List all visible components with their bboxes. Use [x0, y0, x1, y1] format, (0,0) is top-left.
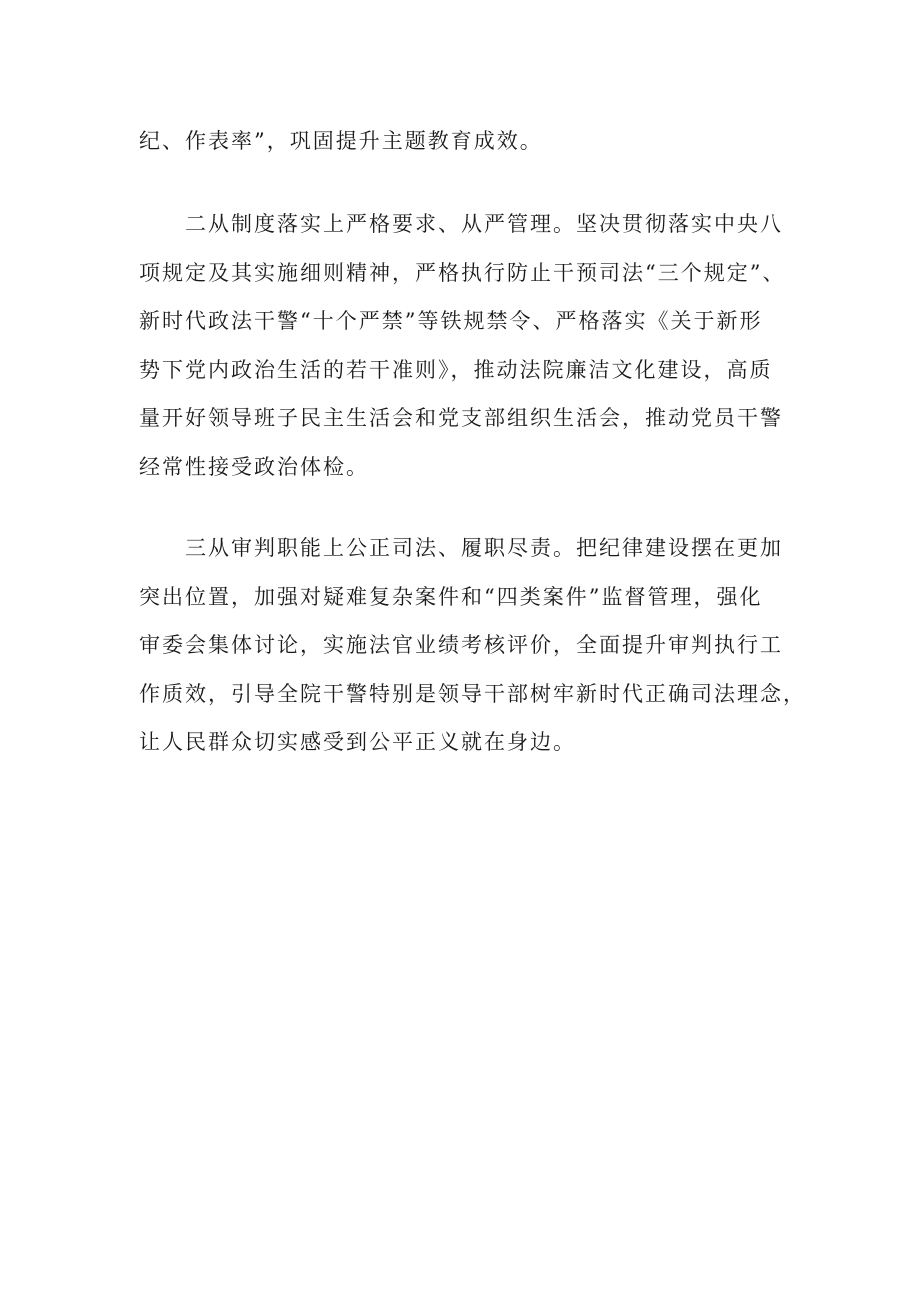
paragraph-institutional-discipline [139, 200, 799, 491]
text-line: 二从制度落实上严格要求、从严管理。坚决贯彻落实中央八 [185, 212, 783, 236]
text-line: 量开好领导班子民主生活会和党支部组织生活会，推动党员干警 [139, 406, 783, 430]
paragraph-judicial-function [139, 524, 806, 767]
paragraph-continuation [139, 117, 799, 166]
text-line: 经常性接受政治体检。 [139, 454, 369, 479]
text-line: 三从审判职能上公正司法、履职尽责。把纪律建设摆在更加 [185, 536, 783, 560]
text-line: 新时代政法干警“十个严禁”等铁规禁令、严格落实《关于新形 [139, 309, 763, 333]
text-line: 作质效，引导全院干警特别是领导干部树牢新时代正确司法理念， [139, 681, 806, 706]
text-line: 势下党内政治生活的若干准则》，推动法院廉洁文化建设，高质 [139, 357, 773, 382]
text-line: 审委会集体讨论，实施法官业绩考核评价，全面提升审判执行工 [139, 633, 783, 657]
text-line: 让人民群众切实感受到公平正义就在身边。 [139, 730, 576, 754]
text-line: 项规定及其实施细则精神，严格执行防止干预司法“三个规定”、 [139, 260, 786, 285]
text-line: 纪、作表率”，巩固提升主题教育成效。 [139, 129, 543, 153]
text-line: 突出位置，加强对疑难复杂案件和“四类案件”监督管理，强化 [139, 584, 763, 609]
